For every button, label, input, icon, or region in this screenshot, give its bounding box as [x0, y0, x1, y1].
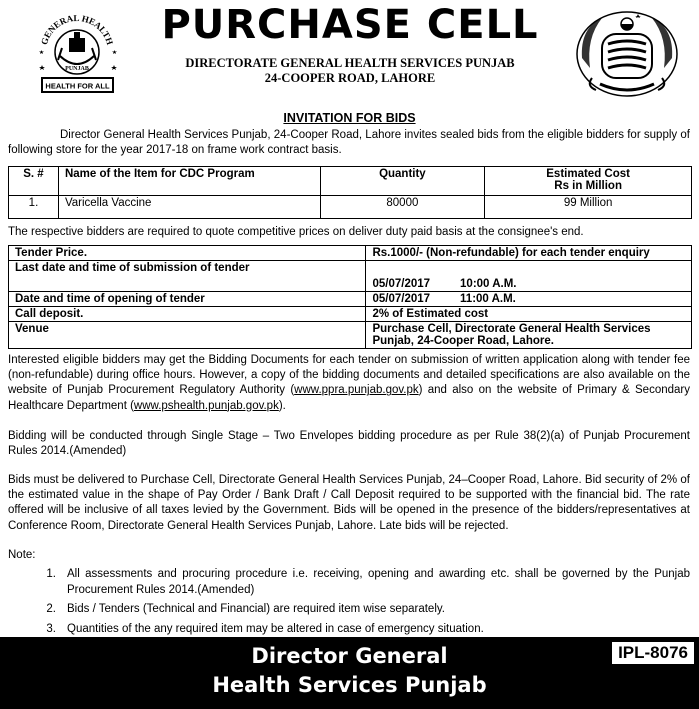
bidding-procedure-paragraph: Bidding will be conducted through Single Stage – Two Envelopes bidding procedure as per Rule 38(2)(a) of Punjab Procurement Rules 2014.(Amended) [8, 430, 690, 458]
col-header-sno: S. # [9, 167, 59, 196]
list-item: 3. Quantities of the any required item may be altered in case of emergency situation. [46, 622, 484, 635]
venue-label: Venue [9, 322, 366, 349]
col-header-quantity: Quantity [320, 167, 485, 196]
cell-item-name: Varicella Vaccine [58, 196, 320, 219]
call-deposit-value: 2% of Estimated cost [366, 307, 692, 322]
page-title: PURCHASE CELL [161, 2, 539, 48]
ipl-number-badge: IPL-8076 [611, 641, 695, 665]
invitation-heading: INVITATION FOR BIDS [283, 111, 416, 125]
punjab-government-emblem [572, 8, 682, 103]
table-row [9, 246, 692, 261]
bid-delivery-paragraph: Bids must be delivered to Purchase Cell, Directorate General Health Services Punjab, 24–Cooper Road, Lahore. Bid security of 2% of the estimated value in the shape of Pay Order / Bank Draft / Call Deposit required to be supported with the financial bid. The rate offered will be inclusive of all taxes levied by the Government. Bids will be opened in the presence of the bidders/representatives at Conference Room, Directorate General Health Services Punjab, Lahore. Late bids will be rejected. [8, 474, 690, 532]
cell-cost: 99 Million [485, 196, 692, 219]
intro-paragraph: Director General Health Services Punjab, 24-Cooper Road, Lahore invites sealed bids from the eligible bidders for supply of following store for the year 2017-18 on frame work contract basis. [8, 129, 690, 157]
col-header-cost: Estimated Cost Rs in Million [485, 167, 692, 196]
last-date-label: Last date and time of submission of tender [9, 261, 366, 292]
directorate-address: 24-COOPER ROAD, LAHORE [264, 71, 436, 85]
signature-footer [0, 637, 699, 709]
cell-sno: 1. [9, 196, 59, 219]
logo-banner-text: HEALTH FOR ALL [45, 81, 110, 91]
table-row [9, 307, 692, 322]
opening-date-label: Date and time of opening of tender [9, 292, 366, 307]
pshealth-link[interactable]: www.pshealth.punjab.gov.pk [133, 399, 279, 412]
quote-note: The respective bidders are required to quote competitive prices on deliver duty paid basis at the consignee's end. [8, 226, 584, 238]
opening-date-value: 05/07/2017 11:00 A.M. [366, 292, 692, 307]
bidding-documents-paragraph: Interested eligible bidders may get the Bidding Documents for each tender on submission of written application along with tender fee (non-refundable) during office hours. However, a copy of the bidding documents and detailed specifications are also available on the website of Punjab Procurement Regulatory Authority (www.ppra.punjab.gov.pk) and also on the website of Primary & Secondary Healthcare Department (www.pshealth.punjab.gov.pk). [8, 354, 690, 412]
tender-details-table [8, 245, 692, 349]
last-date-value: 05/07/2017 10:00 A.M. [366, 261, 692, 292]
logo-punjab-text: PUNJAB [65, 66, 89, 72]
ppra-link[interactable]: www.ppra.punjab.gov.pk [294, 384, 419, 397]
venue-value: Purchase Cell, Directorate General Health Services Punjab, 24-Cooper Road, Lahore. [366, 322, 692, 349]
col-header-item: Name of the Item for CDC Program [58, 167, 320, 196]
items-table [8, 166, 692, 219]
list-item: 2. Bids / Tenders (Technical and Financial) are required item wise separately. [46, 603, 445, 615]
note-title: Note: [8, 549, 36, 561]
signatory-title: Director General [251, 644, 448, 668]
call-deposit-label: Call deposit. [9, 307, 366, 322]
table-row [9, 322, 692, 349]
table-header-row [9, 167, 692, 196]
list-item: 1. All assessments and procuring procedure i.e. receiving, opening and awarding etc. shall be governed by the Punjab Procurement Rules 2014.(Amended) [46, 568, 690, 596]
table-row [9, 292, 692, 307]
table-row [9, 196, 692, 219]
cell-quantity: 80000 [320, 196, 485, 219]
table-row [9, 261, 692, 292]
general-health-logo [30, 8, 125, 100]
tender-price-label: Tender Price. [9, 246, 366, 261]
tender-price-value: Rs.1000/- (Non-refundable) for each tender enquiry [366, 246, 692, 261]
notes-list [8, 567, 690, 641]
logo-arc-text: GENERAL HEALTH [38, 12, 116, 47]
signatory-department: Health Services Punjab [212, 673, 487, 697]
directorate-name: DIRECTORATE GENERAL HEALTH SERVICES PUNJAB [185, 56, 515, 70]
